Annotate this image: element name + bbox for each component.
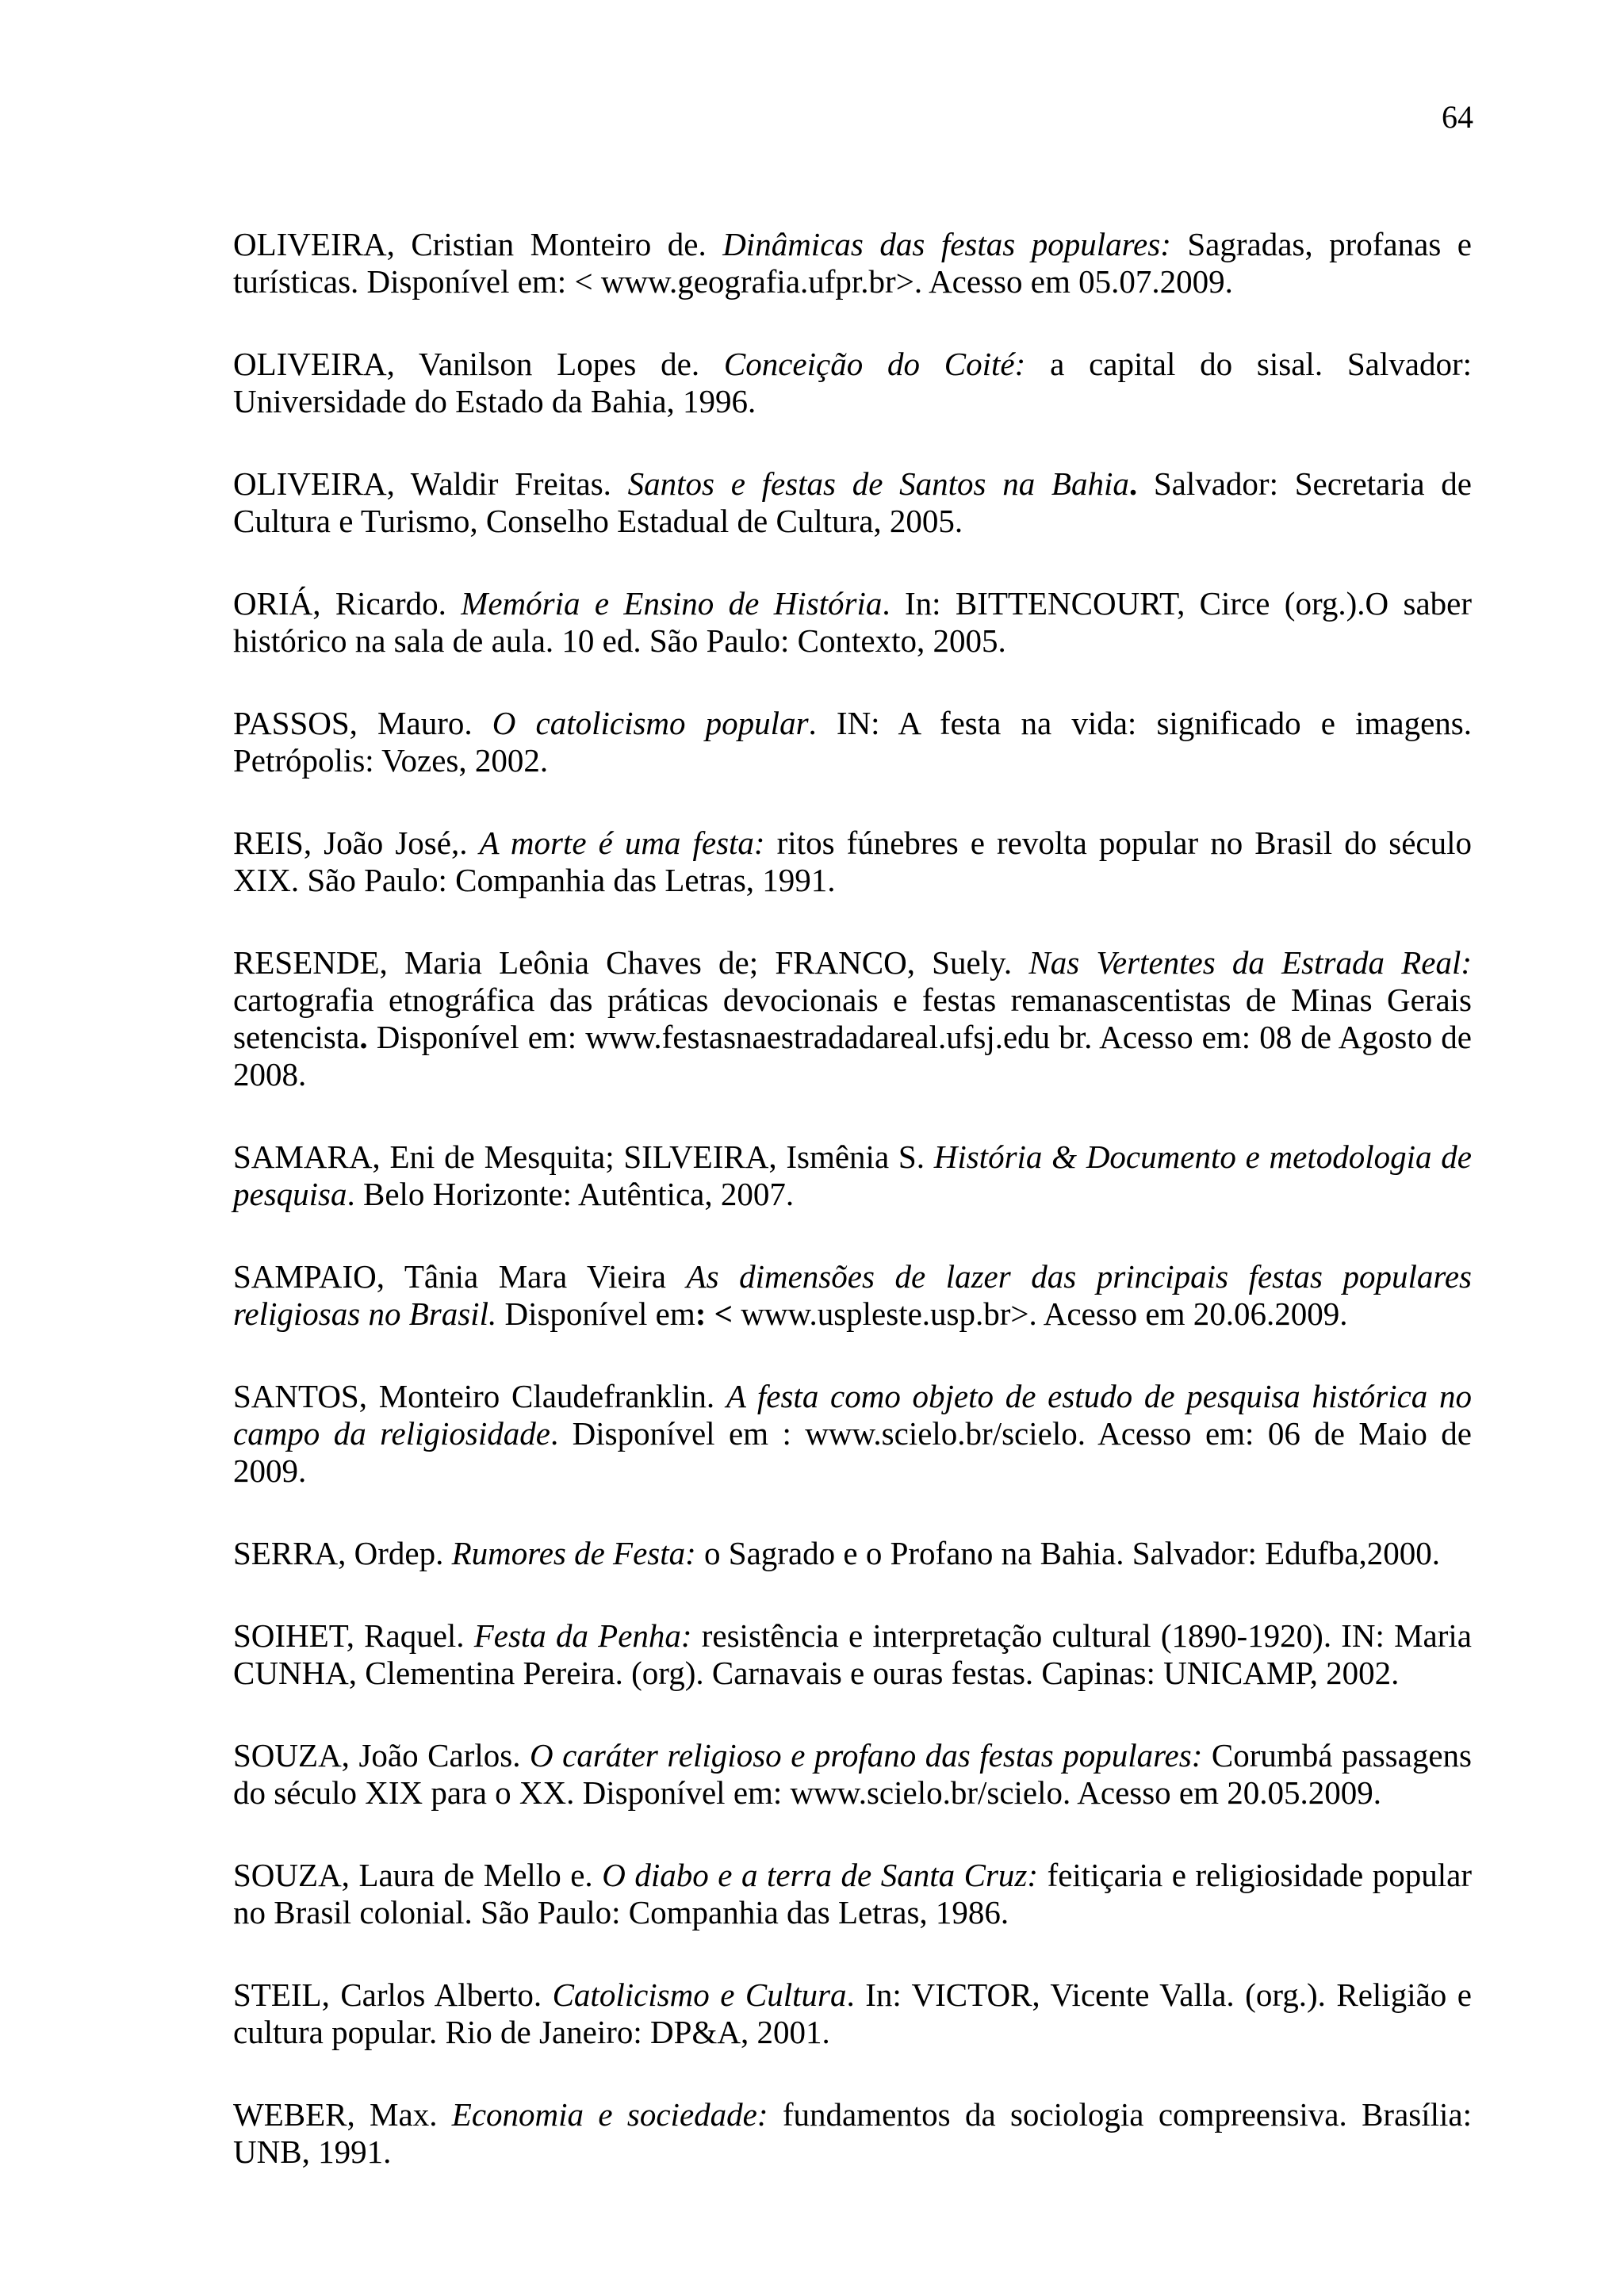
reference-title: Nas Vertentes da Estrada Real: — [1028, 944, 1472, 981]
reference-entry — [233, 1535, 1472, 1572]
reference-title: A festa como objeto de estudo de pesquisa histórica no campo da religiosidade — [233, 1378, 1472, 1452]
reference-entry — [233, 1737, 1472, 1812]
reference-title: O caráter religioso e profano das festas populares: — [530, 1737, 1203, 1774]
reference-text: SOUZA, Laura de Mello e. — [233, 1857, 603, 1893]
reference-entry — [233, 705, 1472, 779]
reference-title: Conceição do Coité: — [723, 346, 1026, 382]
reference-text: . Disponível em : www.scielo.br/scielo. Acesso em: 06 de Maio de 2009. — [233, 1415, 1472, 1489]
reference-entry — [233, 2096, 1472, 2171]
reference-entry — [233, 1857, 1472, 1931]
reference-text: OLIVEIRA, Waldir Freitas. — [233, 465, 628, 502]
reference-text: SOUZA, João Carlos. — [233, 1737, 530, 1774]
reference-title: Santos e festas de Santos na Bahia — [627, 465, 1129, 502]
reference-text: ORIÁ, Ricardo. — [233, 585, 462, 622]
reference-text: feitiçaria e religiosidade popular no Brasil colonial. São Paulo: Companhia das Letras, 1986. — [233, 1857, 1472, 1931]
reference-entry — [233, 585, 1472, 660]
reference-title: O diabo e a terra de Santa Cruz: — [602, 1857, 1039, 1893]
reference-bold-text: . — [1128, 465, 1138, 502]
reference-text: OLIVEIRA, Vanilson Lopes de. — [233, 346, 724, 382]
reference-text: resistência e interpretação cultural (1890-1920). IN: Maria CUNHA, Clementina Pereira. (org). Carnavais e ouras festas. Capinas: UNICAMP, 2002. — [233, 1617, 1472, 1691]
reference-title: Rumores de Festa: — [451, 1535, 696, 1571]
reference-text: www.uspleste.usp.br>. Acesso em 20.06.2009. — [733, 1295, 1348, 1332]
reference-entry — [233, 825, 1472, 899]
reference-text: Corumbá passagens do século XIX para o XX. Disponível em: www.scielo.br/scielo. Acesso em 20.05.2009. — [233, 1737, 1472, 1811]
reference-text: SERRA, Ordep. — [233, 1535, 452, 1571]
reference-title: Economia e sociedade: — [451, 2096, 768, 2133]
reference-title: Catolicismo e Cultura — [552, 1976, 847, 2013]
reference-bold-text: : < — [695, 1295, 733, 1332]
reference-text: Disponível em: www.festasnaestradadareal.ufsj.edu br. Acesso em: 08 de Agosto de 2008. — [233, 1019, 1472, 1093]
reference-entry — [233, 226, 1472, 300]
reference-text: OLIVEIRA, Cristian Monteiro de. — [233, 226, 723, 262]
reference-entry — [233, 465, 1472, 540]
reference-text: SANTOS, Monteiro Claudefranklin. — [233, 1378, 726, 1414]
reference-text: Disponível em — [496, 1295, 695, 1332]
reference-text: Salvador: Secretaria de Cultura e Turismo, Conselho Estadual de Cultura, 2005. — [233, 465, 1472, 539]
reference-entry — [233, 1378, 1472, 1490]
reference-entry — [233, 346, 1472, 420]
reference-text: SAMPAIO, Tânia Mara Vieira — [233, 1258, 687, 1295]
reference-title: As dimensões de lazer das principais festas populares religiosas no Brasil. — [233, 1258, 1472, 1332]
reference-text: PASSOS, Mauro. — [233, 705, 492, 741]
reference-text: SOIHET, Raquel. — [233, 1617, 474, 1654]
reference-title: A morte é uma festa: — [479, 825, 765, 861]
reference-entry — [233, 1258, 1472, 1333]
reference-entry — [233, 944, 1472, 1093]
reference-title: O catolicismo popular — [492, 705, 809, 741]
reference-text: fundamentos da sociologia compreensiva. Brasília: UNB, 1991. — [233, 2096, 1472, 2170]
reference-text: . In: VICTOR, Vicente Valla. (org.). Religião e cultura popular. Rio de Janeiro: DP&A, 2001. — [233, 1976, 1472, 2050]
reference-text: o Sagrado e o Profano na Bahia. Salvador: Edufba,2000. — [695, 1535, 1441, 1571]
page-number: 64 — [1442, 99, 1473, 135]
reference-entry — [233, 1138, 1472, 1213]
reference-text: STEIL, Carlos Alberto. — [233, 1976, 553, 2013]
reference-entry — [233, 1976, 1472, 2051]
reference-text: WEBER, Max. — [233, 2096, 452, 2133]
reference-title: Memória e Ensino de História — [461, 585, 883, 622]
reference-text: Sagradas, profanas e turísticas. Disponível em: < www.geografia.ufpr.br>. Acesso em 05.07.2009. — [233, 226, 1472, 300]
reference-list — [233, 226, 1472, 2216]
reference-title: Dinâmicas das festas populares: — [722, 226, 1171, 262]
reference-text: a capital do sisal. Salvador: Universidade do Estado da Bahia, 1996. — [233, 346, 1472, 419]
reference-text: REIS, João José,. — [233, 825, 480, 861]
reference-title: Festa da Penha: — [473, 1617, 692, 1654]
reference-text: SAMARA, Eni de Mesquita; SILVEIRA, Ismênia S. — [233, 1138, 934, 1175]
reference-entry — [233, 1617, 1472, 1692]
reference-text: cartografia etnográfica das práticas devocionais e festas remanascentistas de Minas Gerais setencista — [233, 982, 1472, 1055]
reference-title: História & Documento e metodologia de pesquisa — [233, 1138, 1472, 1212]
reference-text: . In: BITTENCOURT, Circe (org.).O saber histórico na sala de aula. 10 ed. São Paulo: Contexto, 2005. — [233, 585, 1472, 659]
reference-text: . IN: A festa na vida: significado e imagens. Petrópolis: Vozes, 2002. — [233, 705, 1472, 779]
reference-text: . Belo Horizonte: Autêntica, 2007. — [347, 1176, 795, 1212]
reference-text: ritos fúnebres e revolta popular no Brasil do século XIX. São Paulo: Companhia das Letras, 1991. — [233, 825, 1473, 898]
reference-bold-text: . — [359, 1019, 368, 1055]
reference-text: RESENDE, Maria Leônia Chaves de; FRANCO, Suely. — [233, 944, 1029, 981]
